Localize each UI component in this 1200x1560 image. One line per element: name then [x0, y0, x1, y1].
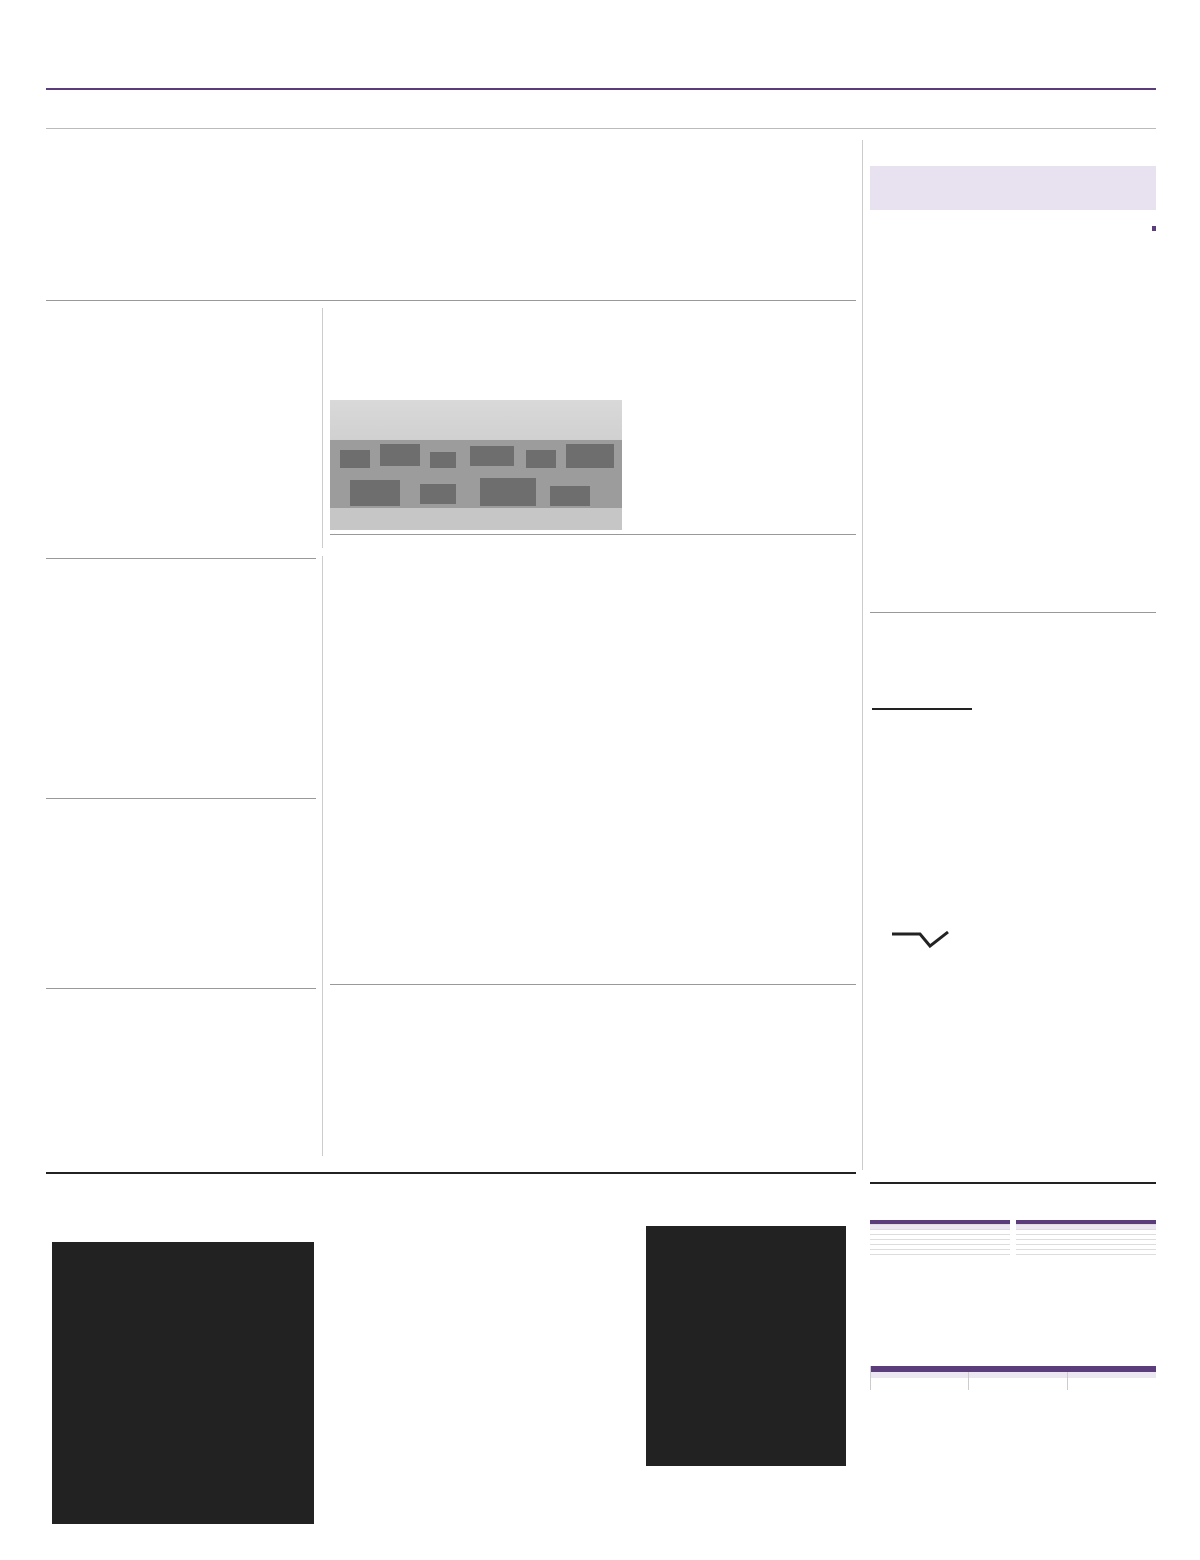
cell	[870, 1250, 940, 1255]
divider	[46, 988, 316, 989]
crossword-grid[interactable]	[52, 1242, 314, 1524]
rural-body	[46, 356, 316, 552]
cell	[969, 1384, 1067, 1390]
divider	[330, 534, 856, 535]
harf-mardom-box	[870, 166, 1156, 210]
masterplan-body-3	[696, 834, 856, 974]
masterplan-body-2	[330, 568, 690, 974]
divider	[46, 558, 316, 559]
court-body-2	[870, 1050, 1156, 1172]
cell	[871, 1384, 969, 1390]
pullquote-rule	[872, 708, 972, 710]
divider	[870, 612, 1156, 613]
cell	[1086, 1250, 1156, 1255]
cell	[940, 1250, 1010, 1255]
cell	[1067, 1384, 1156, 1390]
spacer	[330, 568, 690, 598]
pullquote	[872, 720, 972, 940]
page-header	[46, 50, 1156, 90]
sewage-body	[330, 1040, 810, 1158]
chabahar-body-2	[330, 356, 622, 396]
column-divider	[322, 556, 323, 1156]
theater-body	[46, 852, 316, 984]
answer-grid	[646, 1226, 846, 1466]
divider	[46, 798, 316, 799]
divider	[46, 1172, 856, 1174]
masterplan-sub-2	[848, 818, 854, 833]
divider	[46, 300, 856, 301]
court-body	[980, 720, 1156, 1032]
column-divider	[862, 140, 863, 1170]
main-body	[46, 212, 816, 294]
masterplan-body	[696, 568, 856, 816]
column-divider	[322, 308, 323, 548]
currency-table	[1016, 1220, 1156, 1255]
weather-table	[870, 1366, 1156, 1390]
chabahar-body	[630, 356, 856, 528]
harf-list	[870, 220, 1156, 608]
gold-table	[870, 1220, 1010, 1255]
drugs-body	[46, 1024, 316, 1146]
grid-col-numbers	[52, 1224, 314, 1238]
cell	[1016, 1250, 1086, 1255]
grid-row-numbers	[316, 1242, 330, 1524]
greenhouse-body	[46, 600, 316, 794]
quote-mark-icon	[890, 930, 950, 950]
divider	[330, 984, 856, 985]
court-subhead	[1150, 1034, 1156, 1049]
pishkhan-rule	[870, 1182, 1156, 1184]
section-divider	[46, 128, 1156, 129]
chabahar-photo	[330, 400, 622, 530]
